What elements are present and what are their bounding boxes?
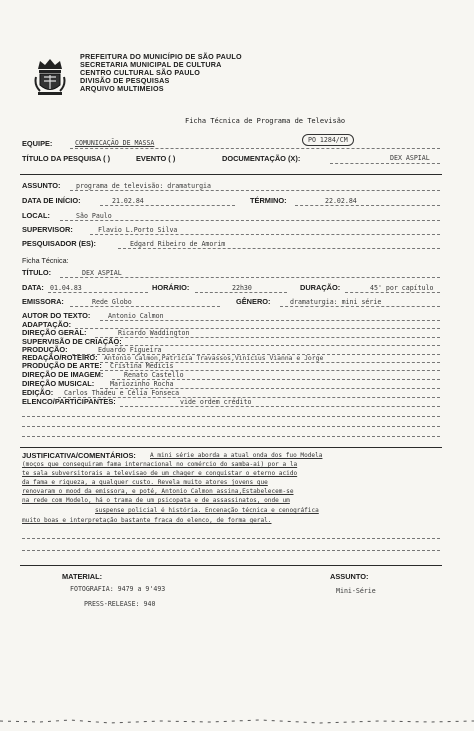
data-value: 01.04.83 bbox=[50, 284, 82, 292]
justificativa-line-6: na rede com Modelo, há o trama de um psicopata e de assassinatos, onde um bbox=[22, 497, 290, 504]
duracao-label: DURAÇÃO: bbox=[300, 283, 341, 292]
justificativa-line-7: suspense policial é história. Encenação técnica e cenográfica bbox=[95, 507, 319, 514]
assunto-value: programa de televisão: dramaturgia bbox=[76, 182, 211, 190]
data-label: DATA: bbox=[22, 283, 44, 292]
autor-value: Antonio Calmon bbox=[108, 312, 164, 320]
redacao-roteiro-label: REDAÇÃO/ROTEIRO: bbox=[22, 353, 98, 362]
assunto-rodape-label: ASSUNTO: bbox=[330, 572, 369, 581]
header-line-4: DIVISÃO DE PESQUISAS bbox=[80, 76, 170, 85]
assunto-label: ASSUNTO: bbox=[22, 181, 61, 190]
direcao-musical-value: Mariozinho Rocha bbox=[110, 380, 174, 388]
supervisao-criacao-label: SUPERVISÃO DE CRIAÇÃO: bbox=[22, 337, 122, 346]
direcao-geral-label: DIREÇÃO GERAL: bbox=[22, 328, 87, 337]
supervisor-label: SUPERVISOR: bbox=[22, 225, 73, 234]
form-title: Ficha Técnica de Programa de Televisão bbox=[185, 117, 346, 125]
producao-arte-value: Cristina Medicis bbox=[110, 362, 174, 370]
adaptacao-label: ADAPTAÇÃO: bbox=[22, 320, 72, 329]
justificativa-line-3: te sala subversitorais a televisao de um chager e conquistar o eterno acido bbox=[22, 470, 298, 477]
header-line-3: CENTRO CULTURAL SÃO PAULO bbox=[80, 68, 200, 77]
local-value: São Paulo bbox=[76, 212, 112, 220]
emissora-value: Rede Globo bbox=[92, 298, 132, 306]
justificativa-line-8: muito boas e interpretação bastante fraca do elenco, de forma geral. bbox=[22, 517, 272, 524]
justificativa-line-2: (moços que conseguiram fama internacional no comércio do samba-ai) por a la bbox=[22, 461, 298, 468]
evento-option: EVENTO ( ) bbox=[136, 154, 176, 163]
edicao-value: Carlos Thadeu e Célia Fonseca bbox=[64, 389, 180, 397]
producao-label: PRODUÇÃO: bbox=[22, 345, 68, 354]
titulo-value: DEX ASPIAL bbox=[82, 269, 122, 277]
emissora-label: EMISSORA: bbox=[22, 297, 64, 306]
protocol-code-stamp: PO 1284/CM bbox=[302, 134, 354, 146]
ficha-tecnica-label: Ficha Técnica: bbox=[22, 256, 69, 265]
direcao-imagem-label: DIREÇÃO DE IMAGEM: bbox=[22, 370, 104, 379]
justificativa-line-4: da fama e riqueza, a qualquer custo. Revela muito atores jovens que bbox=[22, 479, 268, 486]
autor-label: AUTOR DO TEXTO: bbox=[22, 311, 91, 320]
titulo-pesquisa-option: TÍTULO DA PESQUISA ( ) bbox=[22, 154, 111, 163]
data-inicio-label: DATA DE INÍCIO: bbox=[22, 196, 81, 205]
justificativa-line-5: renovaram o mood da emissora, e poté, Antonio Calmon assina,Estabelecem-se bbox=[22, 488, 294, 495]
equipe-label: EQUIPE: bbox=[22, 139, 53, 148]
header-line-1: PREFEITURA DO MUNICÍPIO DE SÃO PAULO bbox=[80, 52, 242, 61]
justificativa-line-1: A mini série aborda a atual onda dos fuo Modela bbox=[150, 452, 323, 459]
edicao-label: EDIÇÃO: bbox=[22, 388, 54, 397]
city-crest-logo bbox=[34, 57, 66, 97]
redacao-roteiro-value: Antonio Calmon,Patricia Travassos,Vinicius Vianna e Jorge bbox=[104, 354, 324, 362]
duracao-value: 45' por capítulo bbox=[370, 284, 434, 292]
direcao-geral-value: Ricardo Waddington bbox=[118, 329, 190, 337]
producao-arte-label: PRODUÇÃO DE ARTE: bbox=[22, 361, 102, 370]
producao-value: Eduardo Figueira bbox=[98, 346, 162, 354]
press-release-value: PRESS-RELEASE: 940 bbox=[84, 600, 156, 608]
justificativa-label: JUSTIFICATIVA/COMENTÁRIOS: bbox=[22, 451, 136, 460]
data-inicio-value: 21.02.84 bbox=[112, 197, 144, 205]
elenco-value: vide ordem crédito bbox=[180, 398, 252, 406]
documentacao-value: DEX ASPIAL bbox=[390, 154, 430, 162]
termino-value: 22.02.84 bbox=[325, 197, 357, 205]
genero-label: GÊNERO: bbox=[236, 297, 271, 306]
documentacao-option: DOCUMENTAÇÃO (X): bbox=[222, 154, 301, 163]
horario-label: HORÁRIO: bbox=[152, 283, 190, 292]
fotografia-value: FOTOGRAFIA: 9479 a 9'493 bbox=[70, 585, 166, 593]
titulo-label: TÍTULO: bbox=[22, 268, 52, 277]
header-line-2: SECRETARIA MUNICIPAL DE CULTURA bbox=[80, 60, 222, 69]
horario-value: 22h30 bbox=[232, 284, 252, 292]
elenco-label: ELENCO/PARTICIPANTES: bbox=[22, 397, 116, 406]
scan-edge-mark bbox=[0, 712, 474, 724]
pesquisador-value: Edgard Ribeiro de Amorim bbox=[130, 240, 226, 248]
header-line-5: ARQUIVO MULTIMEIOS bbox=[80, 84, 164, 93]
genero-value: dramaturgia: mini série bbox=[290, 298, 382, 306]
assunto-rodape-value: Mini-Série bbox=[336, 587, 376, 595]
equipe-value: COMUNICAÇÃO DE MASSA bbox=[75, 139, 155, 147]
termino-label: TÉRMINO: bbox=[250, 196, 287, 205]
pesquisador-label: PESQUISADOR (ES): bbox=[22, 239, 96, 248]
direcao-imagem-value: Renato Castello bbox=[124, 371, 184, 379]
local-label: LOCAL: bbox=[22, 211, 50, 220]
material-label: MATERIAL: bbox=[62, 572, 103, 581]
direcao-musical-label: DIREÇÃO MUSICAL: bbox=[22, 379, 95, 388]
supervisor-value: Flavio L.Porto Silva bbox=[98, 226, 178, 234]
